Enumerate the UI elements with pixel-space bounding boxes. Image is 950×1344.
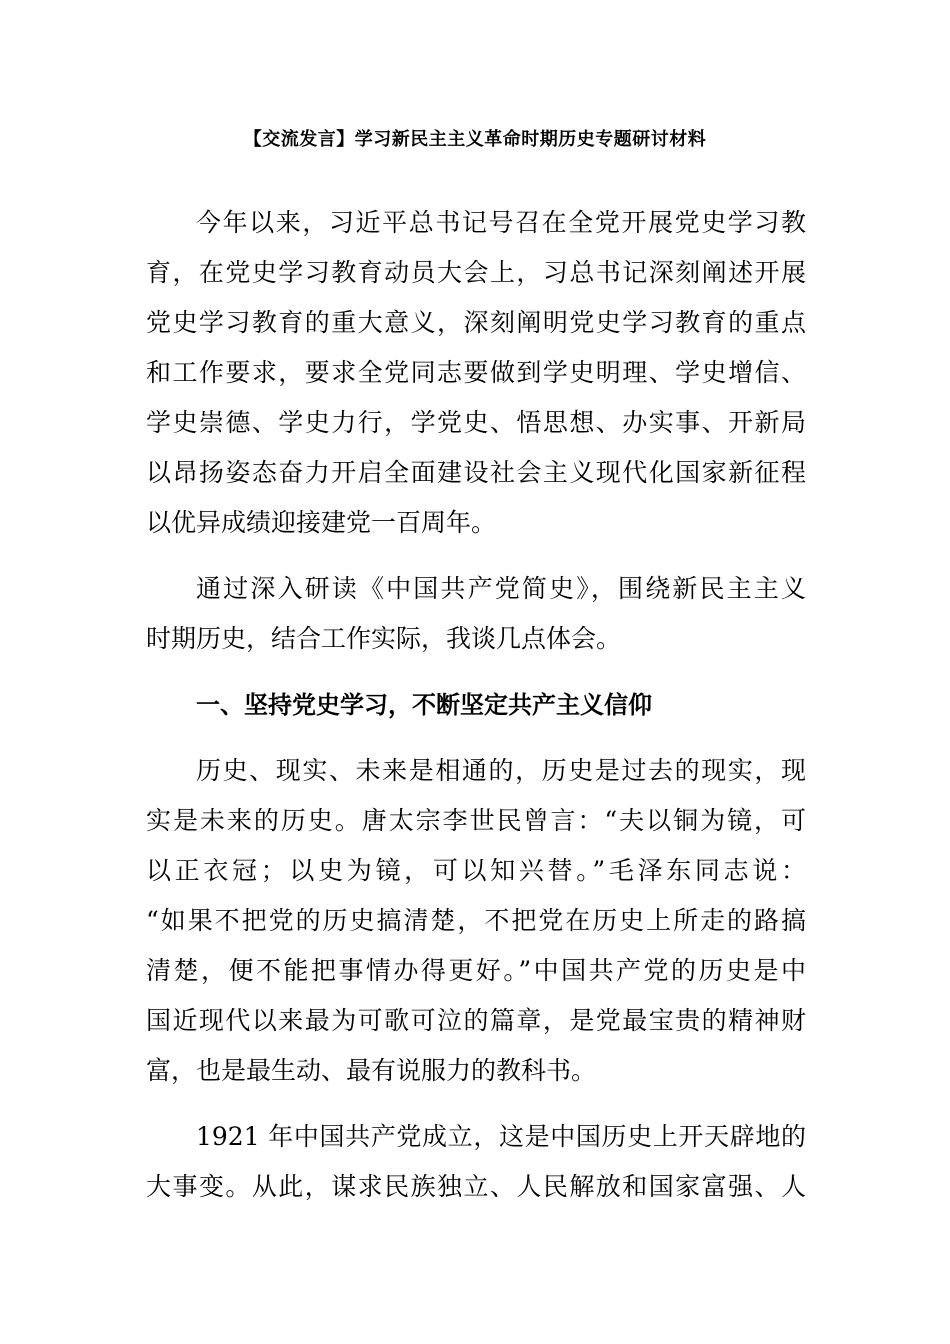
text-line: 时期历史，结合工作实际，我谈几点体会。 bbox=[146, 624, 622, 653]
text-line: 历史、现实、未来是相通的，历史是过去的现实，现 bbox=[196, 756, 806, 785]
text-line: 党史学习教育的重大意义，深刻阐明党史学习教育的重点 bbox=[146, 308, 806, 337]
text-line: 1921 年中国共产党成立，这是中国历史上开天辟地的 bbox=[196, 1122, 806, 1151]
text-line: 以昂扬姿态奋力开启全面建设社会主义现代化国家新征程 bbox=[146, 458, 806, 487]
text-line: 育，在党史学习教育动员大会上，习总书记深刻阐述开展 bbox=[146, 258, 806, 287]
text-line: 富，也是最生动、最有说服力的教科书。 bbox=[146, 1056, 597, 1085]
text-line: 今年以来，习近平总书记号召在全党开展党史学习教 bbox=[196, 208, 806, 237]
paragraph-reading bbox=[146, 564, 806, 664]
paragraph-founding bbox=[146, 1112, 806, 1212]
text-line: 通过深入研读《中国共产党简史》，围绕新民主主义 bbox=[196, 574, 806, 603]
text-line: “如果不把党的历史搞清楚，不把党在历史上所走的路搞 bbox=[146, 906, 806, 935]
text-line: 实是未来的历史。唐太宗李世民曾言：“夫以铜为镜，可 bbox=[146, 806, 806, 835]
document-title: 【交流发言】学习新民主主义革命时期历史专题研讨材料 bbox=[243, 129, 707, 150]
text-line: 清楚，便不能把事情办得更好。”中国共产党的历史是中 bbox=[146, 956, 806, 985]
paragraph-intro bbox=[146, 198, 806, 548]
section-heading-1: 一、坚持党史学习，不断坚定共产主义信仰 bbox=[196, 691, 652, 719]
text-line: 学史崇德、学史力行，学党史、悟思想、办实事、开新局 bbox=[146, 408, 806, 437]
document-body bbox=[146, 198, 806, 1228]
text-line: 以正衣冠；以史为镜，可以知兴替。”毛泽东同志说： bbox=[146, 856, 806, 885]
text-line: 以优异成绩迎接建党一百周年。 bbox=[146, 508, 497, 537]
text-line: 和工作要求，要求全党同志要做到学史明理、学史增信、 bbox=[146, 358, 806, 387]
paragraph-history bbox=[146, 746, 806, 1096]
text-line: 大事变。从此，谋求民族独立、人民解放和国家富强、人 bbox=[146, 1172, 806, 1201]
text-line: 国近现代以来最为可歌可泣的篇章，是党最宝贵的精神财 bbox=[146, 1006, 806, 1035]
